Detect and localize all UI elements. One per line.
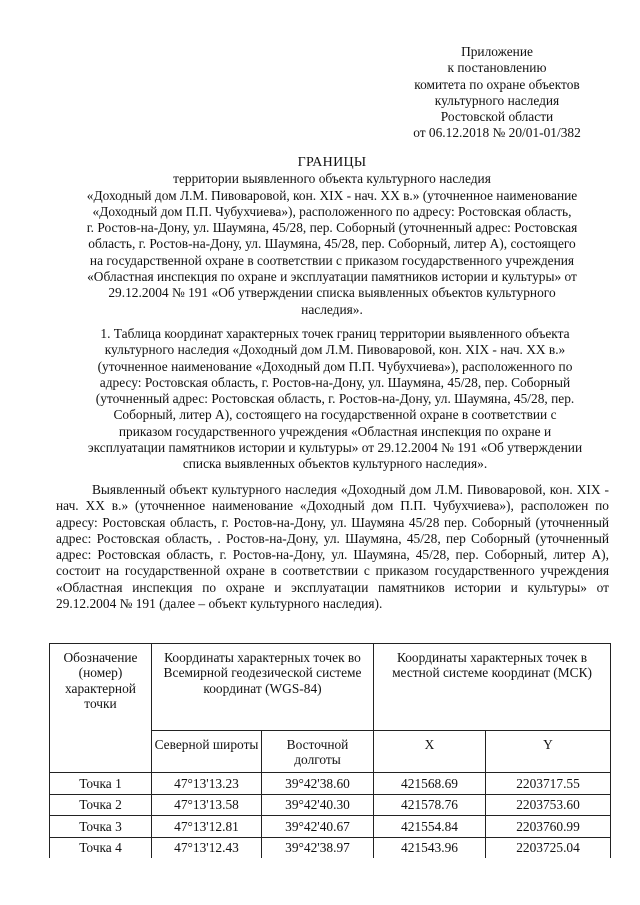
header-point: Обозначение (номер) характерной точки <box>50 644 152 731</box>
cell-point: Точка 2 <box>50 794 152 816</box>
section-line: (уточненный адрес: Ростовская область, г. Ростов-на-Дону, ул. Шаумяна, 45/28, пер. <box>95 391 575 407</box>
title-heading: ГРАНИЦЫ <box>297 155 367 170</box>
cell-east: 39°42'40.67 <box>262 816 374 838</box>
title-line: «Областная инспекция по охране и эксплуатации памятников истории и культуры» от <box>87 269 577 285</box>
section-line: списка выявленных объектов культурного наследия». <box>182 456 488 472</box>
header-point-cont <box>50 731 152 773</box>
cell-point: Точка 1 <box>50 773 152 795</box>
section-line: приказом государственного учреждения «Областная инспекция по охране и <box>118 423 552 439</box>
header-wgs84: Координаты характерных точек во Всемирной геодезической системе координат (WGS-84) <box>152 644 374 731</box>
cell-north: 47°13'12.81 <box>152 816 262 838</box>
cell-y: 2203717.55 <box>486 773 611 795</box>
annex-line: Ростовской области <box>440 109 554 125</box>
title-line: «Доходный дом Л.М. Пивоваровой, кон. XIX - нач. XX в.» (уточненное наименование <box>86 187 578 203</box>
title-line: г. Ростов-на-Дону, ул. Шаумяна, 45/28, пер. Соборный (уточненный адрес: Ростовская <box>86 220 578 236</box>
section-line: (уточненное наименование «Доходный дом П.П. Чубухчиева»), расположенного по <box>97 358 573 374</box>
header-north: Северной широты <box>152 731 262 773</box>
cell-x: 421568.69 <box>374 773 486 795</box>
cell-north: 47°13'12.43 <box>152 837 262 858</box>
title-line: на государственной охране в соответствии с приказом государственного учреждения <box>89 252 575 268</box>
cell-point: Точка 4 <box>50 837 152 858</box>
section-line: 1. Таблица координат характерных точек границ территории выявленного объекта <box>100 326 570 341</box>
annex-line: к постановлению <box>447 60 547 76</box>
coordinates-table <box>49 643 611 858</box>
section-line: эксплуатации памятников истории и культуры» от 29.12.2004 № 191 «Об утверждении <box>87 440 583 456</box>
cell-north: 47°13'13.58 <box>152 794 262 816</box>
header-y: Y <box>486 731 611 773</box>
annex-line: от 06.12.2018 № 20/01-01/382 <box>413 125 581 141</box>
title-line: 29.12.2004 № 191 «Об утверждении списка выявленных объектов культурного <box>108 285 556 301</box>
table-row <box>50 773 611 795</box>
title-line: область, г. Ростов-на-Дону, ул. Шаумяна, 45/28, пер. Соборный, литер А), состоящего <box>88 236 576 252</box>
section-line: Соборный, литер А), состоящего на государственной охране в соответствии с <box>113 407 557 423</box>
table-row <box>50 837 611 858</box>
cell-x: 421578.76 <box>374 794 486 816</box>
header-east: Восточной долготы <box>262 731 374 773</box>
table-row <box>50 794 611 816</box>
cell-north: 47°13'13.23 <box>152 773 262 795</box>
object-description: Выявленный объект культурного наследия «Доходный дом Л.М. Пивоваровой, кон. XIX - нач. XX в.» (уточненное наименование «Доходный дом П.П. Чубухчиева»), расположен по адресу: Ростовская область, г. Ростов-на-Дону, ул. Шаумяна 45/28 пер. Соборный (уточненный адрес: Ростовская область, . Ростов-на-Дону, ул. Шаумяна, 45/28, пер Соборный (уточненный адрес: Ростовская область, г. Ростов-на-Дону, ул. Шаумяна, 45/28, пер. Соборный, литер А), состоит на государственной охране в соответствии с приказом государственного учреждения «Областная инспекция по охране и эксплуатации памятников истории и культуры» от 29.12.2004 № 191 (далее – объект культурного наследия). <box>56 482 609 612</box>
header-msk: Координаты характерных точек в местной системе координат (МСК) <box>374 644 611 731</box>
cell-y: 2203760.99 <box>486 816 611 838</box>
cell-y: 2203725.04 <box>486 837 611 858</box>
section-line: адресу: Ростовская область, г. Ростов-на-Дону, ул. Шаумяна, 45/28, пер. Соборный <box>99 374 571 390</box>
section-1-caption <box>62 326 608 473</box>
table-row <box>50 816 611 838</box>
cell-east: 39°42'38.60 <box>262 773 374 795</box>
cell-east: 39°42'40.30 <box>262 794 374 816</box>
annex-line: Приложение <box>461 44 533 59</box>
annex-block <box>384 44 610 142</box>
cell-x: 421554.84 <box>374 816 486 838</box>
title-line: наследия». <box>301 301 363 317</box>
cell-point: Точка 3 <box>50 816 152 838</box>
title-line: территории выявленного объекта культурного наследия <box>173 171 491 187</box>
cell-east: 39°42'38.97 <box>262 837 374 858</box>
cell-x: 421543.96 <box>374 837 486 858</box>
annex-line: комитета по охране объектов <box>414 76 580 92</box>
section-line: культурного наследия «Доходный дом Л.М. Пивоваровой, кон. XIX - нач. XX в.» <box>104 342 566 358</box>
cell-y: 2203753.60 <box>486 794 611 816</box>
annex-line: культурного наследия <box>434 92 560 108</box>
title-line: «Доходный дом П.П. Чубухчиева»), расположенного по адресу: Ростовская область, <box>92 203 572 219</box>
document-title <box>52 155 612 318</box>
header-x: X <box>374 731 486 773</box>
